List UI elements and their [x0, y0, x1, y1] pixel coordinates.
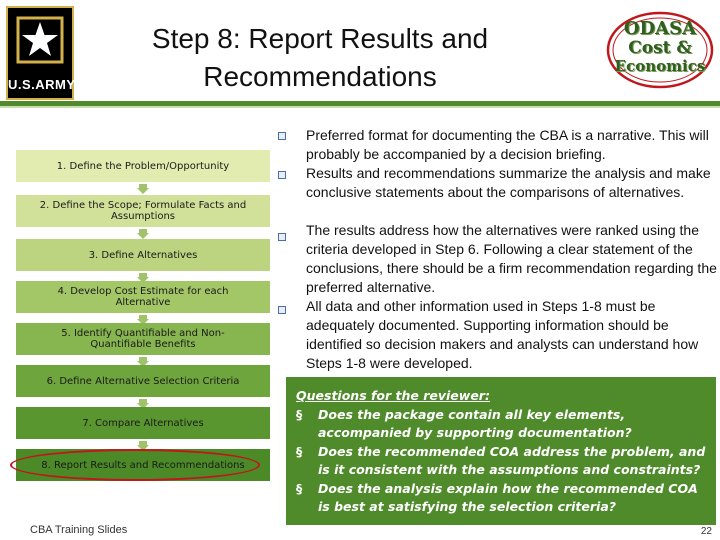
step-4: 4. Develop Cost Estimate for each Alternative: [16, 281, 270, 313]
reviewer-questions-title: Questions for the reviewer:: [296, 388, 490, 403]
footer-label: CBA Training Slides: [30, 524, 128, 536]
step-3: 3. Define Alternatives: [16, 239, 270, 271]
step-8: 8. Report Results and Recommendations: [16, 449, 270, 481]
page-title-line-1: Step 8: Report Results and: [151, 23, 489, 54]
reviewer-question-text: Does the recommended COA address the problem, and is it consistent with the assumptions and constraints?: [318, 443, 706, 477]
page-title: [120, 20, 520, 96]
reviewer-questions-box: [286, 377, 716, 525]
bullet-item-1: Preferred format for documenting the CBA is a narrative. This will probably be accompanied by a decision briefing.: [306, 127, 709, 162]
step-6: 6. Define Alternative Selection Criteria: [16, 365, 270, 397]
checkbox-bullet-icon: [278, 132, 286, 140]
odasa-logo-line-3: Economics: [614, 57, 706, 75]
arrow-down-icon: [137, 229, 149, 239]
section-bullet-icon: §: [296, 443, 303, 459]
section-bullet-icon: §: [296, 406, 303, 422]
checkbox-bullet-icon: [278, 233, 286, 241]
reviewer-question-text: Does the package contain all key elements, accompanied by supporting documentation?: [318, 406, 632, 440]
step-7: 7. Compare Alternatives: [16, 407, 270, 439]
step-1: 1. Define the Problem/Opportunity: [16, 150, 270, 182]
checkbox-bullet-icon: [278, 306, 286, 314]
bullet-item-2: Results and recommendations summarize the analysis and make conclusive statements about the comparisons of alternatives.: [306, 165, 711, 200]
bullet-item-3: The results address how the alternatives were ranked using the criteria developed in Step 6. Following a clear statement of the conclusions, there should be a firm recommendation regarding the preferred alternative.: [306, 222, 717, 295]
page-number: 22: [700, 526, 712, 537]
header-divider-shadow: [0, 106, 720, 108]
reviewer-question-3: [296, 480, 706, 517]
army-logo: [6, 6, 74, 100]
army-star-icon: [14, 14, 66, 66]
army-logo-text: U.S.ARMY: [8, 77, 76, 92]
odasa-logo-line-1: ODASA: [623, 18, 697, 39]
page-title-line-2: Recommendations: [203, 61, 437, 92]
reviewer-question-1: [296, 406, 706, 443]
checkbox-bullet-icon: [278, 171, 286, 179]
arrow-down-icon: [137, 184, 149, 194]
odasa-logo-line-2: Cost &: [628, 38, 692, 58]
step-5: 5. Identify Quantifiable and Non- Quantifiable Benefits: [16, 323, 270, 355]
current-step-highlight: [10, 449, 260, 481]
bullet-item-4: All data and other information used in Steps 1-8 must be adequately documented. Supporting information should be identified so decision makers and analysts can understand how Steps 1-8 were developed.: [306, 298, 699, 371]
odasa-logo: [606, 10, 714, 90]
reviewer-question-2: [296, 443, 706, 480]
section-bullet-icon: §: [296, 480, 303, 496]
step-2: 2. Define the Scope; Formulate Facts and Assumptions: [16, 195, 270, 227]
reviewer-question-text: Does the analysis explain how the recommended COA is best at satisfying the selection criteria?: [318, 480, 698, 514]
